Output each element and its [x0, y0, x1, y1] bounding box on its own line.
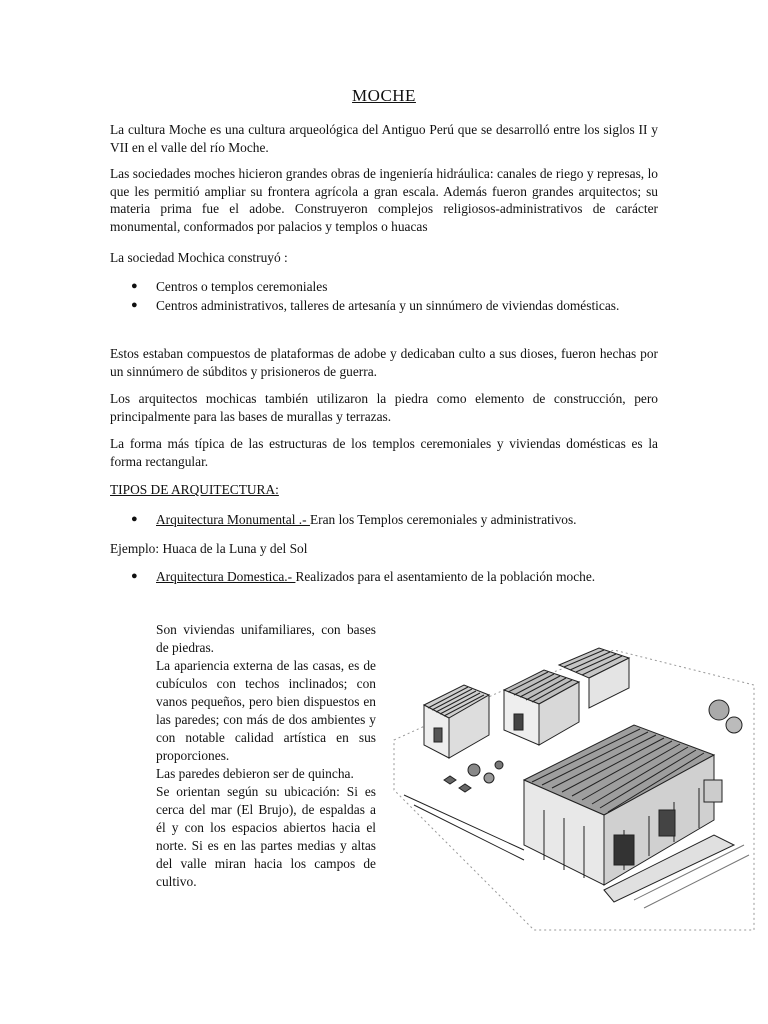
- bullet-icon: ●: [131, 280, 138, 292]
- built-item-1: Centros o templos ceremoniales: [156, 279, 328, 294]
- domestic-label: Arquitectura Domestica.-: [156, 569, 296, 584]
- small-house-left: [424, 685, 489, 758]
- monumental-text: Eran los Templos ceremoniales y administrativos.: [309, 512, 577, 527]
- detail-paragraph: Se orientan según su ubicación: Si es cerca del mar (El Brujo), de espaldas a él y con los espacios abiertos hacia el norte. Si es en las partes medias y altas del valle miran hacia los campos de cultivo.: [156, 784, 376, 889]
- built-item-2: Centros administrativos, talleres de artesanía y un sinnúmero de viviendas domésticas.: [156, 298, 620, 313]
- page-title: MOCHE: [352, 86, 416, 105]
- middle-house: [504, 670, 579, 745]
- types-heading: [110, 481, 658, 499]
- detail-paragraph: Son viviendas unifamiliares, con bases de piedras.: [156, 622, 376, 655]
- bullet-icon: ●: [131, 299, 138, 311]
- hydraulic-paragraph: Las sociedades moches hicieron grandes obras de ingeniería hidráulica: canales de riego y represas, lo que les permitió ampliar su frontera agrícola a gran escala. Además fueron grandes arquitectos; su materia prima fue el adobe. Construyeron complejos religiosos-administrativos de carácter monumental, conformados por palacios y templos o huacas: [110, 166, 658, 234]
- example-line: Ejemplo: Huaca de la Luna y del Sol: [110, 541, 308, 556]
- bullet-icon: ●: [131, 570, 138, 582]
- detail-paragraph: La apariencia externa de las casas, es de cubículos con techos inclinados; con vanos pequeños, pero bien dispuestos en las paredes; con más de dos ambientes y con notable calidad artística en sus proporciones.: [156, 658, 376, 763]
- shape-paragraph: La forma más típica de las estructuras de los templos ceremoniales y viviendas domésticas es la forma rectangular.: [110, 436, 658, 469]
- stone-paragraph: Los arquitectos mochicas también utilizaron la piedra como elemento de construcción, pero principalmente para las bases de murallas y terrazas.: [110, 391, 658, 424]
- bullet-icon: ●: [131, 513, 138, 525]
- monumental-item: [156, 511, 658, 529]
- monumental-label: Arquitectura Monumental .-: [156, 512, 310, 527]
- intro-paragraph: La cultura Moche es una cultura arqueológica del Antiguo Perú que se desarrolló entre los siglos II y VII en el valle del río Moche.: [110, 122, 658, 155]
- domestic-item: [156, 568, 658, 586]
- types-heading-text: TIPOS DE ARQUITECTURA:: [110, 482, 279, 497]
- detail-paragraph: Las paredes debieron ser de quincha.: [156, 766, 354, 781]
- built-intro: La sociedad Mochica construyó :: [110, 250, 288, 265]
- platforms-paragraph: Estos estaban compuestos de plataformas de adobe y dedicaban culto a sus dioses, fueron hechas por un sinnúmero de súbditos y prisioneros de guerra.: [110, 346, 658, 379]
- moche-houses-illustration: [384, 630, 756, 932]
- domestic-text: Realizados para el asentamiento de la población moche.: [295, 569, 596, 584]
- domestic-details: [156, 621, 376, 891]
